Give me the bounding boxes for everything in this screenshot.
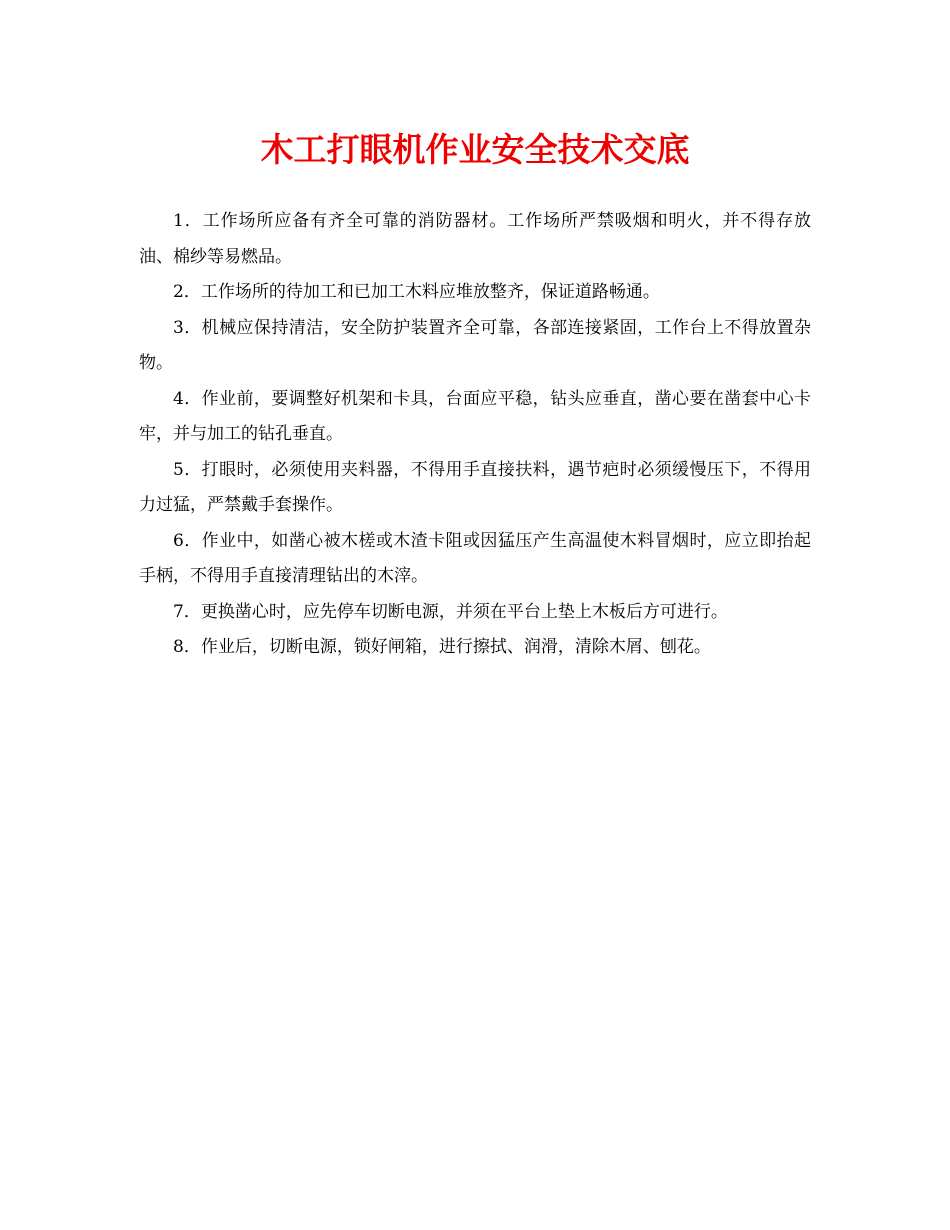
paragraph-6: 6．作业中，如凿心被木槎或木渣卡阻或因猛压产生高温使木料冒烟时，应立即抬起手柄，不得用手直接清理钻出的木滓。: [139, 530, 811, 586]
paragraph-4: 4．作业前，要调整好机架和卡具，台面应平稳，钻头应垂直，凿心要在凿套中心卡牢，并与加工的钻孔垂直。: [139, 388, 811, 444]
document-body: [139, 204, 811, 666]
paragraph-1: 1．工作场所应备有齐全可靠的消防器材。工作场所严禁吸烟和明火，并不得存放油、棉纱等易燃品。: [139, 211, 811, 267]
paragraph-5: 5．打眼时，必须使用夹料器，不得用手直接扶料，遇节疤时必须缓慢压下，不得用力过猛，严禁戴手套操作。: [139, 459, 811, 515]
paragraph-8: 8．作业后，切断电源，锁好闸箱，进行擦拭、润滑，清除木屑、刨花。: [173, 637, 711, 657]
paragraph-7: 7．更换凿心时，应先停车切断电源，并须在平台上垫上木板后方可进行。: [173, 601, 728, 622]
document-title: 木工打眼机作业安全技术交底: [260, 130, 690, 169]
paragraph-2: 2．工作场所的待加工和已加工木料应堆放整齐，保证道路畅通。: [173, 282, 660, 302]
paragraph-3: 3．机械应保持清洁，安全防护装置齐全可靠，各部连接紧固，工作台上不得放置杂物。: [139, 317, 811, 373]
